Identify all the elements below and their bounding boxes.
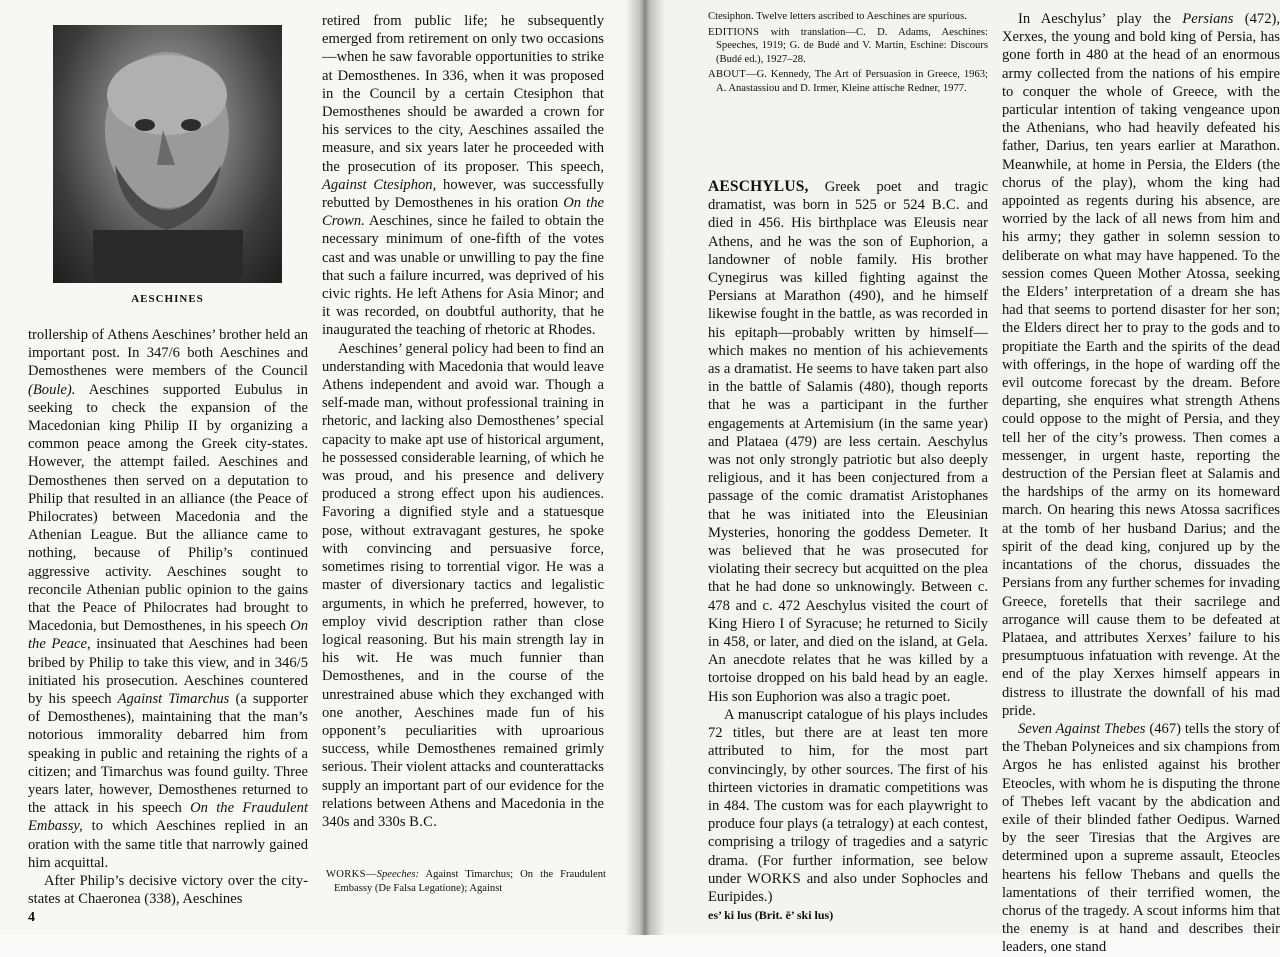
text-run: with translation—C. D. Adams, Aeschines: Speeches, 1919; G. de Budé and V. Martin, Eschine: Discours (Budé ed.), 1927–28. [716, 26, 988, 65]
entry-heading: AESCHYLUS, [708, 178, 809, 195]
text-run: In Aeschylus’ play the [1018, 11, 1171, 27]
text-run: Persians [1182, 11, 1234, 27]
portrait-caption: AESCHINES [131, 293, 204, 305]
text-run: retired from public life; he subsequently emerged from retirement on only two occasions—when he saw favorable opportunities to strike at Demosthenes. In 336, when it was proposed in the Council by a certain Ctesiphon that Demosthenes should be awarded a crown for his services to the city, Aeschines assailed the measure, and six years later he proceeded with the prosecution of its proposer. This speech, [322, 13, 604, 175]
text-run: EDITIONS [708, 26, 760, 38]
text-run: and died in 456. His birthplace was Eleusis near Athens, and he was the son of Euphorion, a landowner of noble family. His brother Cynegirus was killed fighting against the Persians at Marathon (490), and he himself likewise fought in the battle, as was recorded in his epitaph—probably written by himself—which makes no mention of his achievements as a dramatist. He seems to have taken part also in the battle of Salamis (480), though reports that he was a participant in the further engagements at Artemisium (in the same year) and Plataea (479) are less certain. Aeschylus was not only strongly patriotic but also deeply religious, and it has been conjectured from a passage of the comic dramatist Aristophanes that he was initiated into the Eleusinian Mysteries, honoring the goddess Demeter. It was believed that he was prosecuted for violating their secrecy but acquitted on the plea that he had done so unknowingly. Between c. 478 and c. 472 Aeschylus visited the court of King Hiero I of Syracuse; he returned to Sicily in 458, or later, and died on the island, at Gela. An anecdote relates that he was killed by a tortoise dropped on his bald head by an eagle. His son Euphorion was also a tragic poet. [708, 197, 988, 705]
text-run: Greek poet and tragic dramatist, was born in 525 or 524 [708, 179, 988, 214]
text-run: WORKS— [326, 869, 377, 880]
text-run: On the Crown. [322, 195, 604, 230]
text-run: Speeches: [376, 869, 420, 880]
text-run: trollership of Athens Aeschines’ brother held an important post. In 347/6 both Aeschines and Demosthenes were members of the Council [28, 327, 308, 380]
text-run: Ctesiphon. Twelve letters ascribed to Aeschines are spurious. [708, 11, 967, 22]
text-run: and also under Sophocles and Euripides.) [708, 870, 989, 905]
text-run: Aeschines’ general policy had been to find an understanding with Macedonia that would leave Athens independent and avoid war. Though a self-made man, without professional training in rhetoric, and lacking also Demosthenes’ special capacity to make apt use of historical argument, he possessed considerable learning, of which he was proud, and his presence and delivery produced a strong effect upon his audiences. Favoring a dignified style and a statuesque pose, without extravagant gestures, he spoke with convincing and persuasive force, sometimes rising to torrential vigor. He was a master of diversionary tactics and legalistic arguments, in which he preferred, however, to employ vivid description rather than close logical reasoning. But his main strength lay in his wit. He was much funnier than Demosthenes, and in the course of the unrestrained abuse which they exchanged with one another, Aeschines made fun of his opponent’s peculiarities with uproarious success, while Demosthenes remained grimly serious. Their violent attacks and counterattacks supply an important part of our evidence for the relations between Athens and Macedonia in the 340s and 330s [322, 340, 604, 830]
text-run: (a supporter of Demosthenes), maintaining that the man’s notorious immorality debarred him from speaking in public and retaining the rights of a citizen; and Timarchus was found guilty. Three years later, however, Demosthenes returned to the attack in his speech [28, 691, 308, 817]
text-run: After Philip’s decisive victory over the city-states at Chaeronea (338), Aeschines [28, 873, 308, 908]
right-column-1 [708, 178, 989, 923]
bust-icon [53, 25, 282, 283]
text-run: Against Timarchus; On the Fraudulent Embassy (De Falsa Legatione); Against [334, 869, 606, 894]
text-run: (467) tells the story of the Theban Polyneices and six champions from Argos he has enlisted against his brother Eteocles, with whom he is disputing the throne of Thebes left vacant by the abdication and exile of their blinded father Oedipus. Warned by the seer Tiresias that the Argives are determined upon a supreme assault, Eteocles heartens his fellow Thebans and quells the lamentations of their terrified women, the chorus of the tragedy. A scout informs him that the enemy is at hand and describes their leaders, one stand [1002, 720, 1280, 956]
page-number: 4 [28, 910, 35, 925]
text-run: Aeschines, since he failed to obtain the necessary minimum of one-fifth of the votes cast and was unable or unwilling to pay the fine that such a failure incurred, was deprived of his civic rights. He left Athens for Asia Minor; and it was recorded, on doubtful authority, that he inaugurated the teaching of rhetoric at Rhodes. [322, 213, 605, 339]
text-run: Aeschines supported Eubulus in seeking to check the expansion of the Macedonian king Philip II by organizing a common peace among the Greek city-states. However, the attempt failed. Aeschines and Demosthenes then served on a deputation to Philip that resulted in an alliance (the Peace of Philocrates) between Macedonia and the Athenian League. But the alliance came to nothing, because of Philip’s continued aggressive activity. Aeschines sought to reconcile Athenian public opinion to the gains that the Peace of Philocrates had brought to Macedonia, but Demosthenes, in his speech [28, 381, 308, 635]
text-run: On the Fraudulent Embassy, [28, 800, 308, 835]
text-run: ABOUT [708, 69, 746, 81]
text-run: B.C. [931, 197, 960, 214]
text-run: On the Peace, [28, 618, 308, 653]
pronunciation: es’ ki lus (Brit. ē’ ski lus) [708, 908, 834, 923]
text-run: however, was successfully rebutted by Demosthenes in his oration [322, 176, 604, 212]
text-run: Seven Against Thebes [1018, 720, 1146, 737]
text-run: A manuscript catalogue of his plays includes 72 titles, but there are at least ten more attributed to him, for the most part convincingly, by other sources. The first of his thirteen victories in dramatic competitions was in 484. The custom was for each playwright to produce four plays (a tetralogy) at each contest, comprising a trilogy of tragedies and a satyric drama. (For further information, see below under [708, 706, 988, 887]
right-page [640, 0, 1280, 956]
text-run: insinuated that Aeschines had been bribed by Philip to take this view, and in 346/5 initiated his prosecution. Aeschines countered by his speech [28, 636, 308, 708]
editions-reference [708, 10, 988, 122]
works-reference [326, 868, 606, 928]
left-column-1 [28, 326, 308, 914]
aeschines-bust-photo [53, 25, 282, 283]
text-run: (Boule). [28, 381, 76, 398]
text-run: Against Ctesiphon, [322, 176, 437, 193]
left-column-2 [322, 12, 604, 850]
left-page [0, 0, 640, 935]
text-run: Against Timarchus [117, 691, 230, 708]
text-run: B.C. [409, 813, 438, 830]
text-run: to which Aeschines replied in an oration with the same title that narrowly gained him acquittal. [28, 818, 308, 871]
text-run: —G. Kennedy, The Art of Persuasion in Greece, 1963; A. Anastassiou and D. Irmer, Kleine attische Redner, 1977. [716, 69, 988, 94]
text-run: WORKS [746, 870, 802, 887]
right-column-2 [1002, 10, 1280, 956]
text-run: (472), Xerxes, the young and bold king of Persia, has gone forth in 480 at the head of an enormous army collected from the nations of his empire to conquer the whole of Greece, with the particular intention of taking vengeance upon the Athenians, who had heavily defeated his father, Darius, ten years earlier at Marathon. Meanwhile, at home in Persia, the Elders (the chorus of the play), whom the king had appointed as regents during his absence, are worried by the lack of all news from him and his army; they gather in solemn session to deliberate on what may have happened. To the session comes Queen Mother Atossa, seeking the Elders’ interpretation of a dream she has had that seems to portend disaster for her son; the Elders direct her to pray to the gods and to propitiate the Earth and the spirits of the dead with offerings, in the hope of warding off the evil outcome forecast by the dream. Before departing, she enquires what strength Athens could oppose to the might of Persia, and they tell her of the city’s prowess. Then comes a messenger, in urgent haste, reporting the destruction of the Persian fleet at Salamis and the hardships of the army on its homeward march. On hearing this news Atossa sacrifices at the tomb of her husband Darius; and the spirit of the dead king, conjured up by the incantations of the chorus, dissuades the Persians from any further schemes for invading Greece, foretells that their sacrilege and arrogance will cause them to be defeated at Plataea, and attributes Xerxes’ failure to his presumptuous infatuation with revenge. At the end of the play Xerxes himself appears in distress to illustrate the downfall of his mad pride. [1002, 11, 1280, 719]
